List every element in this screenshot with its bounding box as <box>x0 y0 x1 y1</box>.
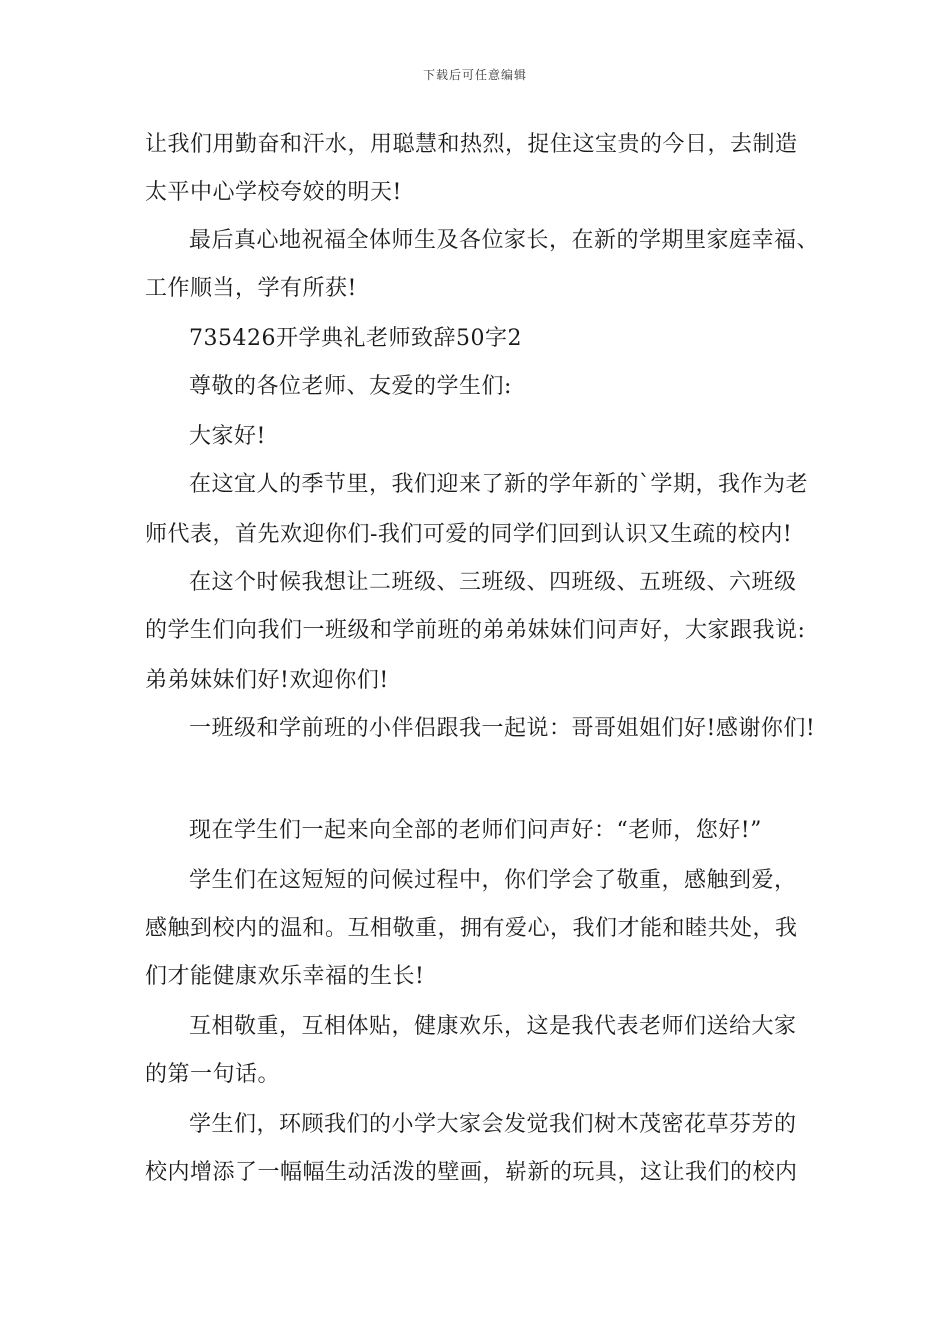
section-title: 735426开学典礼老师致辞50字2 <box>189 326 522 351</box>
paragraph-line: 弟弟妹妹们好!欢迎你们! <box>145 668 389 693</box>
paragraph-line: 现在学生们一起来向全部的老师们问声好：“老师，您好!” <box>189 818 762 843</box>
paragraph-line: 师代表，首先欢迎你们-我们可爱的同学们回到认识又生疏的校内! <box>145 522 793 547</box>
paragraph-line: 们才能健康欢乐幸福的生长! <box>145 964 425 989</box>
salutation: 尊敬的各位老师、友爱的学生们: <box>189 374 512 399</box>
paragraph-line: 工作顺当，学有所获! <box>145 276 357 301</box>
paragraph-line: 在这个时候我想让二班级、三班级、四班级、五班级、六班级 <box>189 570 797 595</box>
paragraph-line: 互相敬重，互相体贴，健康欢乐，这是我代表老师们送给大家 <box>189 1014 797 1039</box>
paragraph-line: 学生们在这短短的问候过程中，你们学会了敬重，感触到爱， <box>189 868 797 893</box>
greeting: 大家好! <box>189 424 266 449</box>
paragraph-line: 校内增添了一幅幅生动活泼的壁画，崭新的玩具，这让我们的校内 <box>145 1160 798 1185</box>
paragraph-line: 太平中心学校夸姣的明天! <box>145 180 402 205</box>
paragraph-line: 最后真心地祝福全体师生及各位家长，在新的学期里家庭幸福、 <box>189 228 820 253</box>
paragraph-line: 的学生们向我们一班级和学前班的弟弟妹妹们问声好，大家跟我说: <box>145 618 806 643</box>
paragraph-line: 一班级和学前班的小伴侣跟我一起说：哥哥姐姐们好!感谢你们! <box>189 716 816 741</box>
paragraph-line: 学生们，环顾我们的小学大家会发觉我们树木茂密花草芬芳的 <box>189 1112 797 1137</box>
paragraph-line: 感触到校内的温和。互相敬重，拥有爱心，我们才能和睦共处，我 <box>145 916 798 941</box>
paragraph-line: 的第一句话。 <box>145 1062 281 1087</box>
page-header: 下载后可任意编辑 <box>422 68 527 82</box>
paragraph-line: 让我们用勤奋和汗水，用聪慧和热烈，捉住这宝贵的今日，去制造 <box>145 132 798 157</box>
paragraph-line: 在这宜人的季节里，我们迎来了新的学年新的`学期，我作为老 <box>189 472 809 497</box>
